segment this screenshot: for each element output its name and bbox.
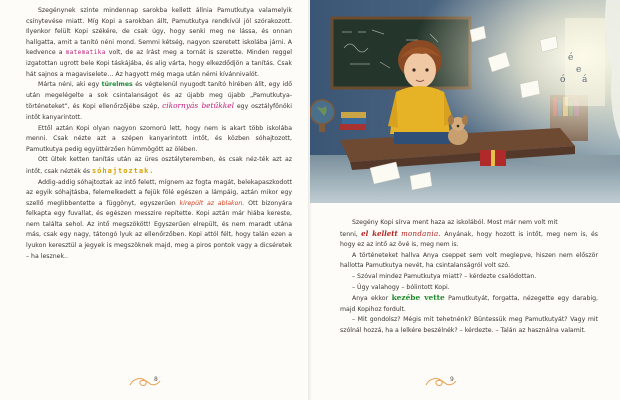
highlight-matematika: matematika [65, 49, 106, 57]
highlight-el-kellett: el kellett [361, 228, 398, 238]
highlight-kirepult: kirepült az ablakon. [179, 199, 245, 207]
text-run: Addig-addig sóhajtoztak az intő felett, mígnem az fogta magát, belekapaszkodott az egyik sóhajtásba, felemelkedett a fejük fölé egészen a lámpáig, aztán mikor egy szellő meglibbentette a függönyt, egyszerűen [26, 178, 292, 207]
paragraph [26, 155, 292, 177]
paragraph: A történeteket hallva Anya cseppet sem volt meglepve, hiszen nem először hallotta Pamutkutya nevét, ha csintalanságról volt szó. [340, 251, 598, 270]
right-page-text [340, 218, 598, 337]
paragraph [26, 178, 292, 263]
page-number: 9 [450, 376, 454, 383]
page-number: 8 [154, 376, 158, 383]
paragraph [26, 6, 292, 80]
highlight-kezebe-vette: kezébe vette [391, 293, 445, 303]
paragraph [340, 229, 598, 251]
svg-text:á: á [582, 75, 588, 85]
paragraph: Szegény Kopi sírva ment haza az iskolából. Most már nem volt mit [352, 219, 558, 226]
svg-text:e: e [576, 65, 582, 75]
highlight-cikornyas: cikornyás betűkkel [162, 101, 234, 111]
classroom-illustration [310, 0, 620, 203]
text-run: Szegénynek szinte mindennap sarokba kellett állnia Pamutkutya valamelyik csínytevése miatt. Míg Kopi a sarokban állt, Pamutkutya rendkívül jól szórakozott. Ilyenkor felült Kopi székére, de csak úgy, hogy senki meg ne lássa, és onnan hallgatta, amit a tanító néni mond. Semmi kétség, nagyon szeretett iskolába járni. A kedvence a [26, 7, 292, 57]
text-run: tenni, [340, 230, 362, 238]
text-run: Anyának, hogy hozott is intőt, meg nem is, és hogy ez az intő az övé is, meg nem is. [340, 230, 599, 249]
paragraph: – Mit gondolsz? Mégis mit tehetnénk? Büntessük meg Pamutkutyát? Vagy mit szólnál hozzá, ha a lelkére beszélnék? – kérdezte. – Talán az használna valamit. [340, 316, 598, 334]
paragraph [26, 80, 292, 123]
highlight-mondania: mondania. [401, 229, 441, 238]
text-run: egy osztályfőnöki intőt kanyarintott. [26, 103, 292, 121]
svg-text:ó: ó [560, 75, 566, 85]
text-run: Ott bizonyára felkapta egy fuvallat, és egészen messzire repítette. Kopi aztán már hiába kereste, nem találta sehol. Az intő megszökött! Egyszerűen elrepült, és nem maradt utána más, csak egy nagy, tátongó lyuk az ellenőrzőben. Kopi attól félt, hogy talán ezen a lyukon keresztül a jegyek is megszöknek majd, meg a piros pontok vagy a dicséretek – ha lesznek.. [26, 199, 292, 260]
highlight-sohajtoztak: sóhajtoztak. [91, 166, 155, 175]
text-run: Ott ültek ketten tanítás után az üres osztályteremben, és csak néz-ték azt az intőt, csak nézték és [26, 156, 292, 175]
svg-text:é: é [568, 53, 574, 63]
highlight-turelmes: türelmes [101, 81, 133, 89]
text-run: Anya ekkor [352, 295, 392, 303]
text-run: volt, de az írást meg a tornát is szerette. Minden reggel izgatottan ugrott bele Kopi táskájába, és alig várta, hogy elkezdődjön a tanítás. Csak hát sajnos a magaviselete… Az hagyott még maga után némi kívánnivalót. [26, 49, 293, 78]
text-run: Márta néni, aki egy [38, 81, 102, 89]
paragraph: Ettől aztán Kopi olyan nagyon szomorú lett, hogy nem is akart több iskolába menni. Csak nézte azt a szépen kanyarintott intőt, és közben sóhajtozott, Pamutkutya pedig együttérzően hümmögött az ölében. [26, 124, 292, 153]
paragraph [340, 293, 598, 315]
text-run: és végtelenül nyugodt tanító hírében állt, egy idő után megelégelte a sok csintalanságot és az újabb meg újabb „Pamutkutya-történeteket”, és Kopi ellenőrzőjébe szép, [26, 81, 292, 111]
text-run: Pamutkutyát, forgatta, nézegette egy darabig, majd Kopihoz fordult. [340, 295, 599, 313]
paragraph: – Szóval mindez Pamutkutya miatt? – kérdezte csalódottan. [352, 272, 537, 280]
paragraph: – Úgy valahogy – bólintott Kopi. [352, 283, 450, 291]
